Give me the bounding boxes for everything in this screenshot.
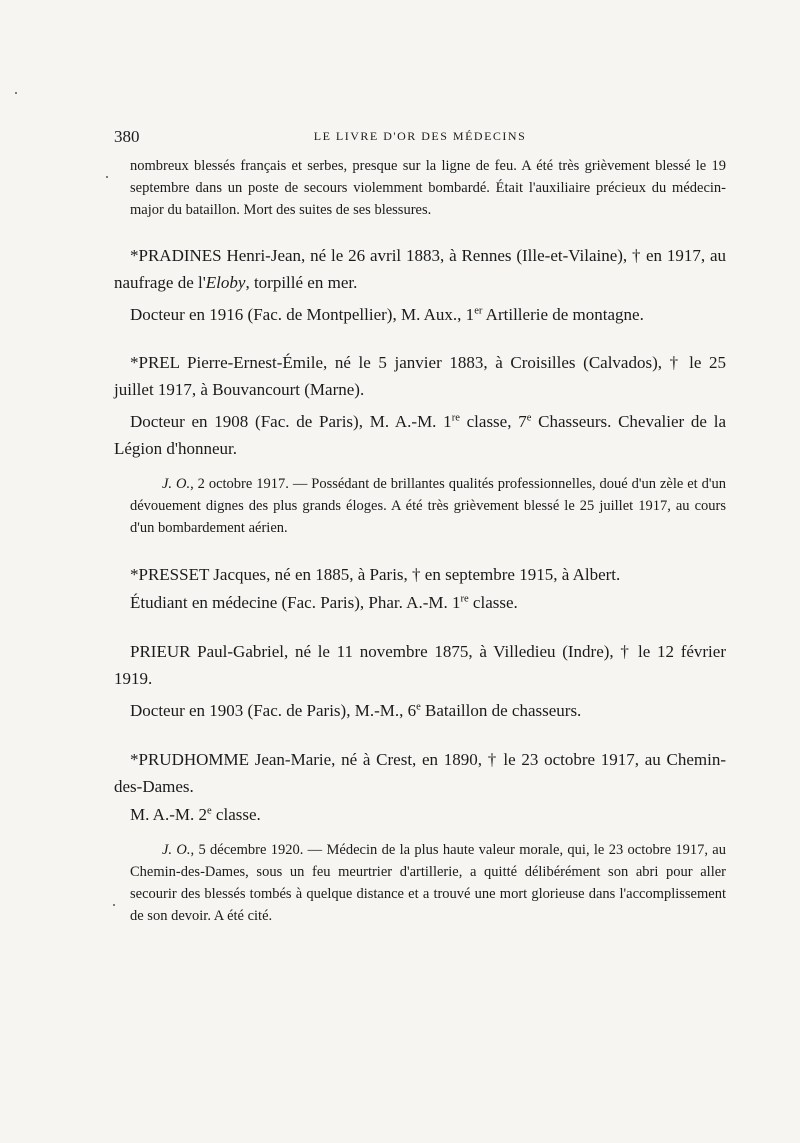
entry-pradines [114,242,726,328]
entry-prieur [114,638,726,724]
superscript: er [474,305,483,317]
running-title: LE LIVRE D'OR DES MÉDECINS [313,129,527,143]
superscript: e [416,701,421,713]
superscript: e [206,805,212,817]
entry-prudhomme [114,746,726,927]
page-number: 380 [114,127,140,146]
citation-source: J. O. [162,476,191,492]
page-header [114,127,726,151]
heading-text-end: , torpillé en mer. [245,273,358,292]
heading-text: *PRADINES Henri-Jean, né le 26 avril 1883, à Rennes (Ille-et-Vilaine), † en 1917, au naufrage de l' [114,246,726,292]
entry-credentials [114,801,726,828]
credentials-text: Docteur en 1903 (Fac. de Paris), M.-M., 6 [130,701,417,720]
credentials-text: Docteur en 1908 (Fac. de Paris), M. A.-M. 1 [130,412,452,431]
credentials-text-mid: classe, 7 [459,412,527,431]
credentials-text: Docteur en 1916 (Fac. de Montpellier), M. Aux., 1 [130,305,475,324]
entry-heading [114,242,726,296]
citation [114,473,726,539]
page-body [114,155,726,927]
credentials-text-end: classe. [211,805,261,824]
entry-presset [114,561,726,616]
credentials-text-end: Chasseurs. Chevalier de la Légion d'honneur. [114,412,726,458]
ship-name: Eloby [205,273,246,292]
entry-heading: *PREL Pierre-Ernest-Émile, né le 5 janvier 1883, à Croisilles (Calvados), † le 25 juillet 1917, à Bouvancourt (Marne). [114,353,726,399]
credentials-text-end: classe. [468,593,518,612]
citation-source: J. O. [162,842,191,858]
credentials-text-end: Bataillon de chasseurs. [420,701,582,720]
superscript: e [526,412,532,424]
entry-prel [114,349,726,539]
scan-speck [113,904,115,906]
entry-heading: *PRESSET Jacques, né en 1885, à Paris, † en septembre 1915, à Albert. [130,565,621,584]
superscript: re [460,593,469,605]
continued-paragraph: nombreux blessés français et serbes, presque sur la ligne de feu. A été très grièvement blessé le 19 septembre dans un poste de secours violemment bombardé. Était l'auxiliaire précieux du médecin-major du bataillon. Mort des suites de ses blessures. [130,158,726,218]
credentials-text: M. A.-M. 2 [130,805,207,824]
citation [114,839,726,927]
scan-speck [15,92,17,94]
entry-credentials [114,408,726,462]
scan-speck [106,176,108,178]
entry-credentials [114,589,726,616]
entry-heading: PRIEUR Paul-Gabriel, né le 11 novembre 1875, à Villedieu (Indre), † le 12 février 1919. [114,642,726,688]
entry-heading: *PRUDHOMME Jean-Marie, né à Crest, en 1890, † le 23 octobre 1917, au Chemin-des-Dames. [114,750,726,796]
citation-text: , 2 octobre 1917. — Possédant de brillantes qualités professionnelles, doué d'un zèle et d'un dévouement dignes des plus grands éloges. A été très grièvement blessé le 25 juillet 1917, au cours d'un bombardement aérien. [130,476,726,536]
credentials-text-end: Artillerie de montagne. [482,305,644,324]
credentials-text: Étudiant en médecine (Fac. Paris), Phar. A.-M. 1 [130,593,461,612]
entry-credentials [114,697,726,724]
superscript: re [451,412,460,424]
citation-text: , 5 décembre 1920. — Médecin de la plus haute valeur morale, qui, le 23 octobre 1917, au Chemin-des-Dames, sous un feu meurtrier d'artillerie, a quitté délibérément son abri pour aller secourir des blessés tombés à quelque distance et a trouvé une mort glorieuse dans l'accomplissement de son devoir. A été cité. [130,842,726,924]
entry-credentials [114,301,726,328]
